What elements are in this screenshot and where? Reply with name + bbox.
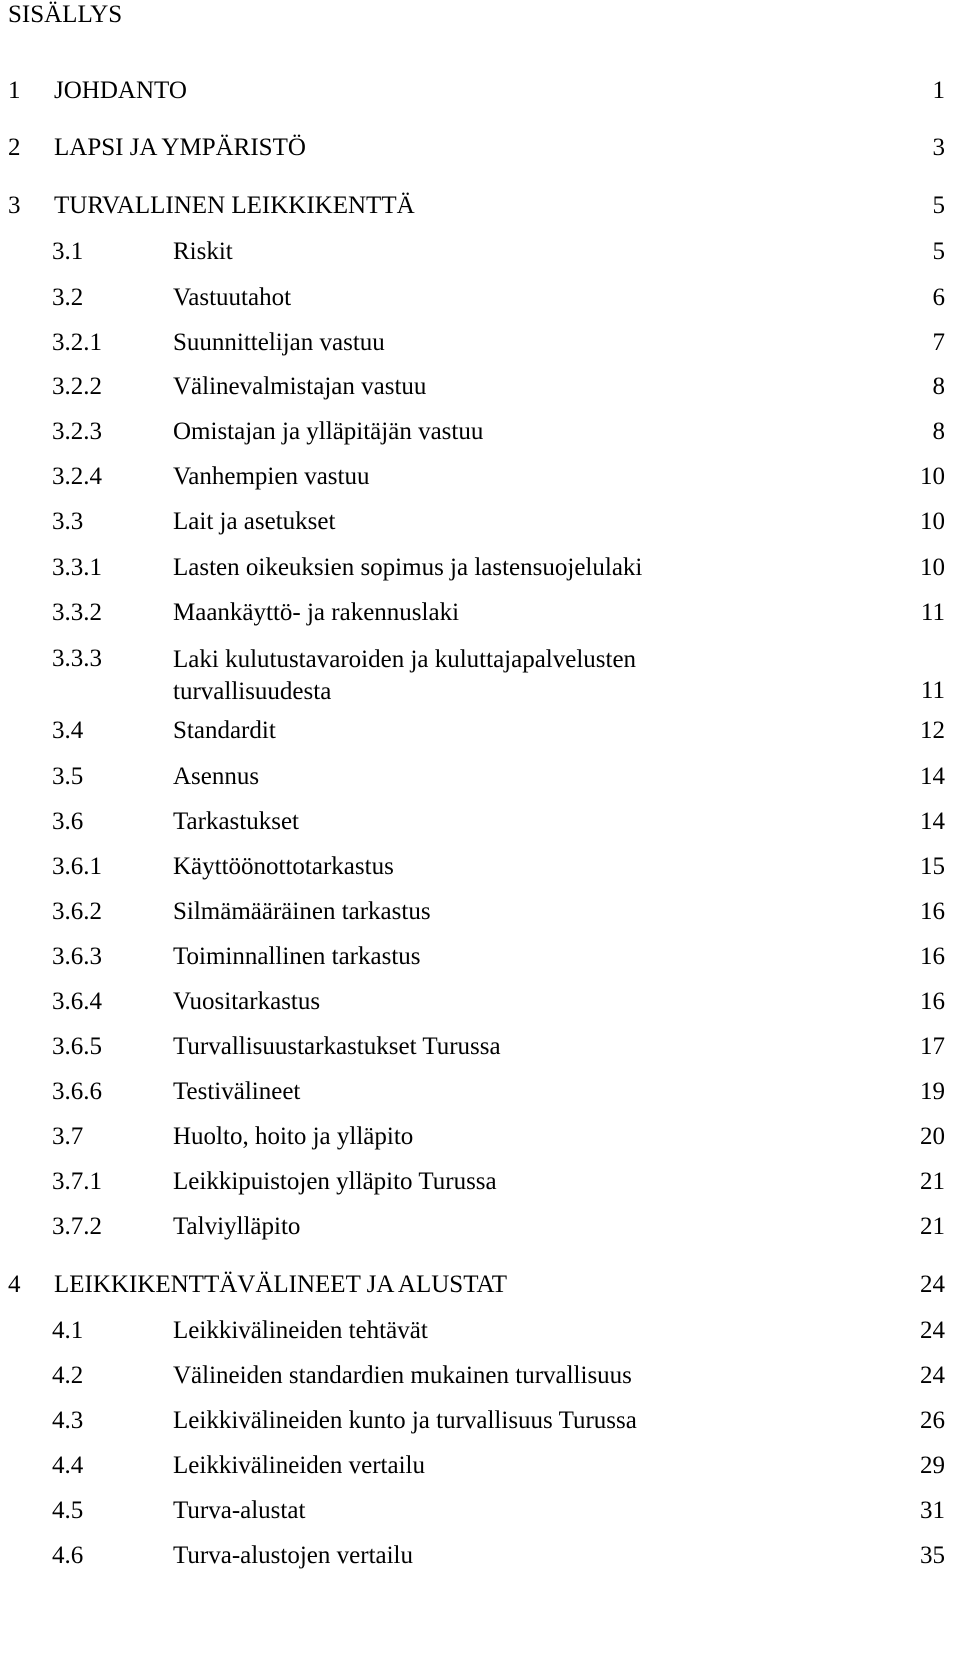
- toc-entry-3-6-3[interactable]: [0, 942, 960, 974]
- entry-number: 1: [8, 77, 21, 104]
- entry-page: 35: [920, 1542, 945, 1569]
- entry-title: Silmämääräinen tarkastus: [173, 898, 431, 925]
- toc-entry-1[interactable]: [0, 76, 960, 108]
- entry-title: Omistajan ja ylläpitäjän vastuu: [173, 418, 484, 445]
- toc-entry-3-7[interactable]: [0, 1122, 960, 1154]
- entry-number: 3.7: [52, 1123, 84, 1150]
- entry-title: Leikkivälineiden tehtävät: [173, 1317, 428, 1344]
- entry-number: 4.4: [52, 1452, 84, 1479]
- entry-page: 21: [920, 1213, 945, 1240]
- entry-number: 3.6.4: [52, 988, 102, 1015]
- entry-page: 24: [920, 1271, 945, 1298]
- toc-entry-3-3[interactable]: [0, 507, 960, 539]
- toc-entry-4-4[interactable]: [0, 1451, 960, 1483]
- entry-number: 3.1: [52, 238, 84, 265]
- entry-number: 3.2: [52, 284, 84, 311]
- toc-entry-3-2[interactable]: [0, 283, 960, 315]
- entry-title: JOHDANTO: [54, 77, 187, 104]
- entry-title: Vuositarkastus: [173, 988, 321, 1015]
- entry-page: 24: [920, 1362, 945, 1389]
- entry-page: 29: [920, 1452, 945, 1479]
- entry-number: 3.6.5: [52, 1033, 102, 1060]
- entry-title: Testivälineet: [173, 1078, 301, 1105]
- entry-number: 3.6: [52, 808, 84, 835]
- entry-page: 16: [920, 943, 945, 970]
- toc-entry-3-6-5[interactable]: [0, 1032, 960, 1064]
- toc-entry-2[interactable]: [0, 133, 960, 165]
- entry-page: 24: [920, 1317, 945, 1344]
- entry-title: Huolto, hoito ja ylläpito: [173, 1123, 414, 1150]
- toc-entry-4-1[interactable]: [0, 1316, 960, 1348]
- entry-title: TURVALLINEN LEIKKIKENTTÄ: [54, 192, 415, 219]
- entry-title: Välinevalmistajan vastuu: [173, 373, 427, 400]
- entry-title: Leikkivälineiden vertailu: [173, 1452, 425, 1479]
- entry-title: Turva-alustat: [173, 1497, 306, 1524]
- entry-page: 20: [920, 1123, 945, 1150]
- entry-number: 3.6.3: [52, 943, 102, 970]
- toc-entry-3-4[interactable]: [0, 716, 960, 748]
- entry-number: 3.2.3: [52, 418, 102, 445]
- toc-entry-4-2[interactable]: [0, 1361, 960, 1393]
- entry-page: 7: [932, 329, 945, 356]
- toc-title: SISÄLLYS: [8, 1, 123, 28]
- toc-entry-3-5[interactable]: [0, 762, 960, 794]
- entry-number: 3.7.1: [52, 1168, 102, 1195]
- entry-page: 5: [932, 192, 945, 219]
- entry-page: 10: [920, 463, 945, 490]
- entry-number: 3.4: [52, 717, 84, 744]
- entry-page: 31: [920, 1497, 945, 1524]
- toc-entry-3-2-3[interactable]: [0, 417, 960, 449]
- entry-number: 3: [8, 192, 21, 219]
- entry-title: LEIKKIKENTTÄVÄLINEET JA ALUSTAT: [54, 1271, 508, 1298]
- toc-entry-4-6[interactable]: [0, 1541, 960, 1573]
- toc-entry-3-1[interactable]: [0, 237, 960, 269]
- entry-title: Maankäyttö- ja rakennuslaki: [173, 599, 460, 626]
- entry-title: Turvallisuustarkastukset Turussa: [173, 1033, 501, 1060]
- entry-title: Tarkastukset: [173, 808, 299, 835]
- entry-page: 6: [932, 284, 945, 311]
- entry-page: 11: [920, 599, 945, 626]
- entry-title: Välineiden standardien mukainen turvallisuus: [173, 1362, 632, 1389]
- entry-title: Käyttöönottotarkastus: [173, 853, 394, 880]
- toc-entry-3-3-2[interactable]: [0, 598, 960, 630]
- entry-title: Turva-alustojen vertailu: [173, 1542, 414, 1569]
- entry-title: Asennus: [173, 763, 260, 790]
- entry-page: 3: [932, 134, 945, 161]
- entry-page: 15: [920, 853, 945, 880]
- entry-title: Lasten oikeuksien sopimus ja lastensuojelulaki: [173, 554, 643, 581]
- entry-title: LAPSI JA YMPÄRISTÖ: [54, 134, 306, 161]
- entry-page: 14: [920, 763, 945, 790]
- entry-page: 11: [920, 677, 945, 704]
- entry-title: Riskit: [173, 238, 233, 265]
- entry-number: 3.3.1: [52, 554, 102, 581]
- entry-number: 4.3: [52, 1407, 84, 1434]
- entry-number: 3.6.6: [52, 1078, 102, 1105]
- entry-number: 2: [8, 134, 21, 161]
- toc-entry-4[interactable]: [0, 1270, 960, 1302]
- toc-entry-3-2-2[interactable]: [0, 372, 960, 404]
- entry-number: 4: [8, 1271, 21, 1298]
- entry-page: 16: [920, 988, 945, 1015]
- toc-entry-3-2-1[interactable]: [0, 328, 960, 360]
- entry-number: 3.6.2: [52, 898, 102, 925]
- entry-number: 4.6: [52, 1542, 84, 1569]
- entry-page: 8: [932, 373, 945, 400]
- entry-number: 3.3.3: [52, 645, 102, 672]
- entry-page: 8: [932, 418, 945, 445]
- entry-number: 3.3.2: [52, 599, 102, 626]
- entry-page: 12: [920, 717, 945, 744]
- entry-page: 26: [920, 1407, 945, 1434]
- entry-title: Lait ja asetukset: [173, 508, 336, 535]
- entry-number: 3.7.2: [52, 1213, 102, 1240]
- toc-entry-3-7-1[interactable]: [0, 1167, 960, 1199]
- entry-number: 3.6.1: [52, 853, 102, 880]
- entry-number: 3.5: [52, 763, 84, 790]
- entry-number: 3.2.2: [52, 373, 102, 400]
- entry-page: 14: [920, 808, 945, 835]
- entry-title: Toiminnallinen tarkastus: [173, 943, 421, 970]
- toc-entry-3[interactable]: [0, 191, 960, 223]
- entry-number: 3.3: [52, 508, 84, 535]
- entry-page: 17: [920, 1033, 945, 1060]
- entry-title: Standardit: [173, 717, 276, 744]
- toc-entry-3-6-2[interactable]: [0, 897, 960, 929]
- toc-entry-3-6[interactable]: [0, 807, 960, 839]
- entry-number: 3.2.1: [52, 329, 102, 356]
- toc-entry-3-6-4[interactable]: [0, 987, 960, 1019]
- entry-title: Vastuutahot: [173, 284, 292, 311]
- entry-page: 19: [920, 1078, 945, 1105]
- entry-page: 16: [920, 898, 945, 925]
- toc-entry-3-7-2[interactable]: [0, 1212, 960, 1244]
- toc-entry-3-6-6[interactable]: [0, 1077, 960, 1109]
- entry-title: Leikkipuistojen ylläpito Turussa: [173, 1168, 497, 1195]
- entry-number: 4.2: [52, 1362, 84, 1389]
- entry-title: Laki kulutustavaroiden ja kuluttajapalvelusten turvallisuudesta: [173, 646, 637, 705]
- entry-number: 4.1: [52, 1317, 84, 1344]
- toc-entry-4-3[interactable]: [0, 1406, 960, 1438]
- entry-title: Talviylläpito: [173, 1213, 301, 1240]
- entry-title: Vanhempien vastuu: [173, 463, 370, 490]
- entry-page: 5: [932, 238, 945, 265]
- entry-number: 3.2.4: [52, 463, 102, 490]
- toc-entry-4-5[interactable]: [0, 1496, 960, 1528]
- toc-entry-3-3-3[interactable]: [0, 644, 960, 708]
- entry-title: Leikkivälineiden kunto ja turvallisuus Turussa: [173, 1407, 637, 1434]
- toc-entry-3-6-1[interactable]: [0, 852, 960, 884]
- toc-entry-3-3-1[interactable]: [0, 553, 960, 585]
- entry-page: 21: [920, 1168, 945, 1195]
- entry-page: 10: [920, 508, 945, 535]
- entry-number: 4.5: [52, 1497, 84, 1524]
- toc-entry-3-2-4[interactable]: [0, 462, 960, 494]
- entry-page: 10: [920, 554, 945, 581]
- entry-title: Suunnittelijan vastuu: [173, 329, 385, 356]
- entry-page: 1: [932, 77, 945, 104]
